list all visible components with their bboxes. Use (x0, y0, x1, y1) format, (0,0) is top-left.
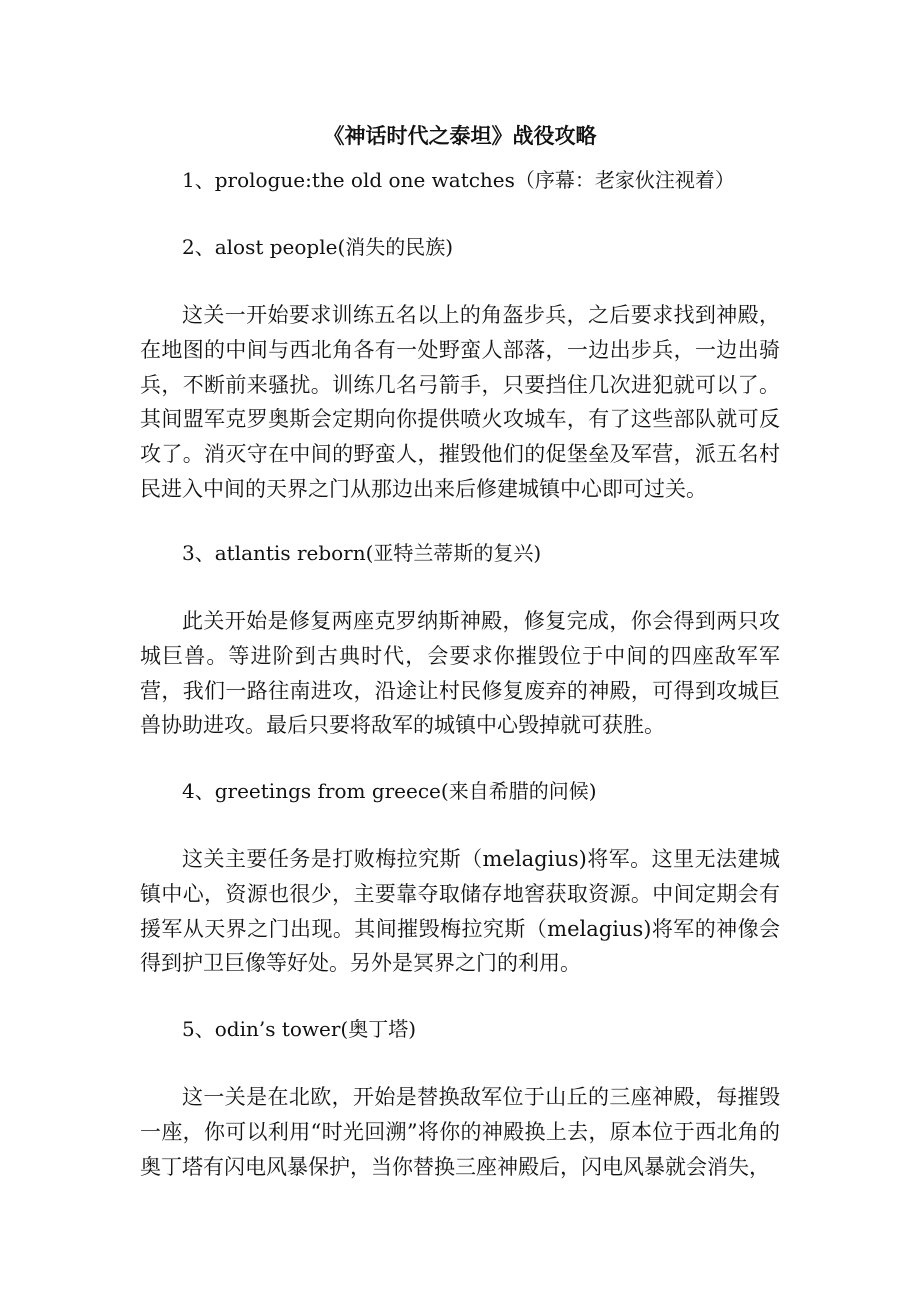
section-heading-odins-tower: 5、odin’s tower(奥丁塔) (182, 1017, 417, 1041)
section-paragraph-atlantis-reborn: 此关开始是修复两座克罗纳斯神殿，修复完成，你会得到两只攻城巨兽。等进阶到古典时代，会要求你摧毁位于中间的四座敌军军营，我们一路往南进攻，沿途让村民修复废弃的神殿，可得到攻城巨兽协助进攻。最后只要将敌军的城镇中心毁掉就可获胜。 (140, 609, 780, 738)
section-heading-prologue: 1、prologue:the old one watches（序幕：老家伙注视着） (182, 168, 735, 192)
document-title: 《神话时代之泰坦》战役攻略 (323, 123, 597, 148)
section-paragraph-greetings-from-greece: 这关主要任务是打败梅拉究斯（melagius)将军。这里无法建城镇中心，资源也很少，主要靠夺取储存地窖获取资源。中间定期会有援军从天界之门出现。其间摧毁梅拉究斯（melagius)将军的神像会得到护卫巨像等好处。另外是冥界之门的利用。 (140, 847, 780, 976)
section-heading-greetings-from-greece: 4、greetings from greece(来自希腊的问候) (182, 779, 597, 803)
section-heading-lost-people: 2、alost people(消失的民族) (182, 235, 454, 259)
section-heading-atlantis-reborn: 3、atlantis reborn(亚特兰蒂斯的复兴) (182, 541, 542, 565)
section-paragraph-odins-tower: 这一关是在北欧，开始是替换敌军位于山丘的三座神殿，每摧毁一座，你可以利用“时光回溯”将你的神殿换上去，原本位于西北角的奥丁塔有闪电风暴保护，当你替换三座神殿后，闪电风暴就会消失， (140, 1085, 780, 1179)
section-paragraph-lost-people: 这关一开始要求训练五名以上的角盔步兵，之后要求找到神殿，在地图的中间与西北角各有一处野蛮人部落，一边出步兵，一边出骑兵，不断前来骚扰。训练几名弓箭手，只要挡住几次进犯就可以了。其间盟军克罗奥斯会定期向你提供喷火攻城车，有了这些部队就可反攻了。消灭守在中间的野蛮人，摧毁他们的促堡垒及军营，派五名村民进入中间的天界之门从那边出来后修建城镇中心即可过关。 (140, 303, 780, 501)
